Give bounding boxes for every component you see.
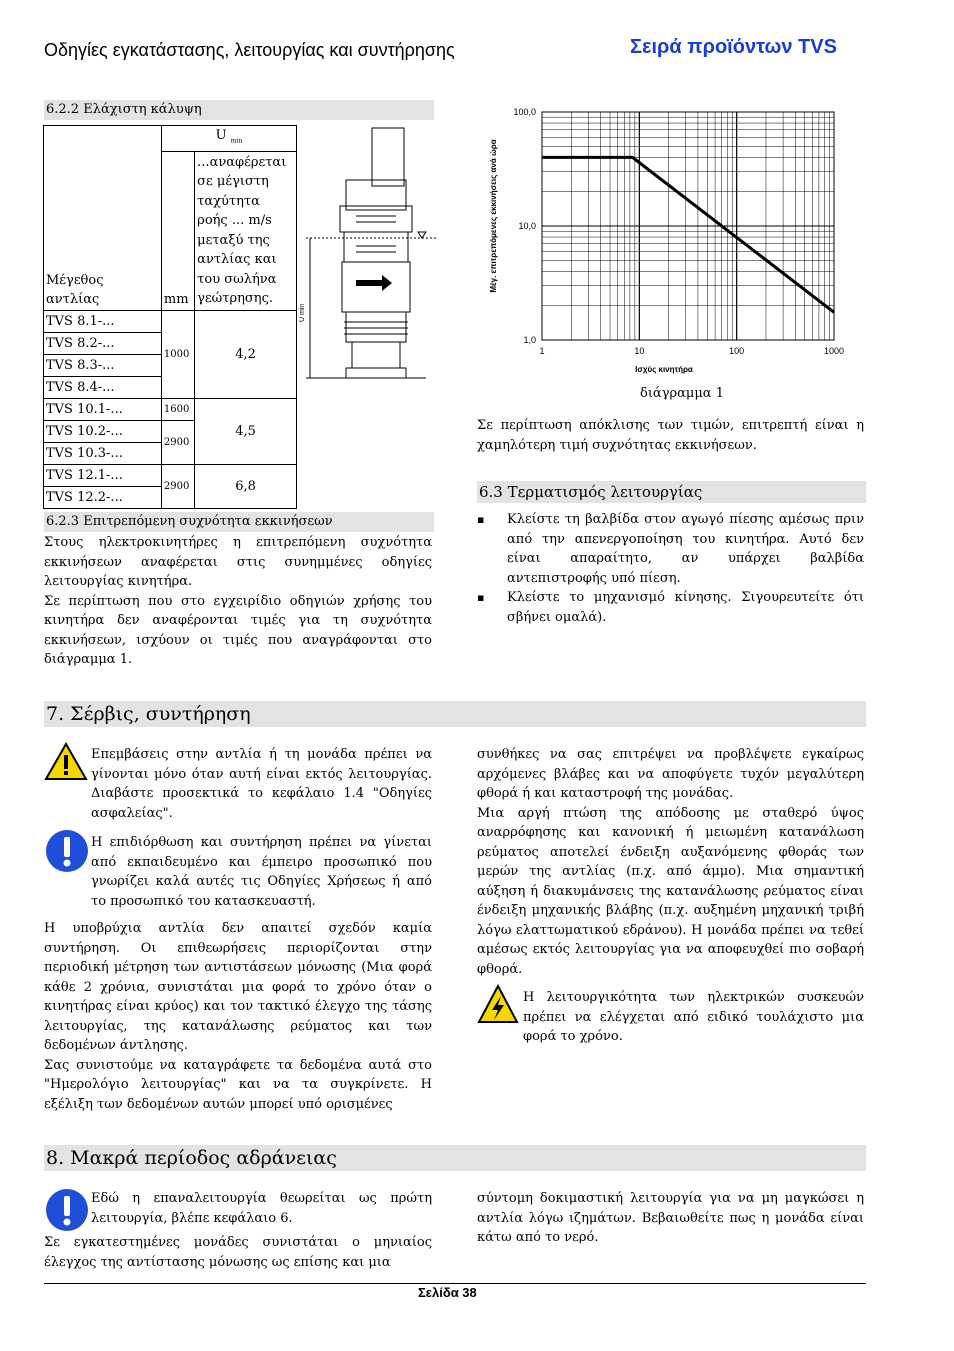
list-item: ▪ Κλείστε το μηχανισμό κίνησης. Σιγουρευτείτε ότι σβήνει ομαλά). <box>477 588 864 627</box>
g2-mm-b: 2900 <box>161 420 194 464</box>
x-tick-label: 1000 <box>823 346 845 356</box>
x-tick-label: 1 <box>539 346 545 356</box>
note-text: Η επιδιόρθωση και συντήρηση πρέπει να γίνεται από εκπαιδευμένο και έμπειρο προσωπικό που γνωρίζει καλά αυτές τις Οδηγίες Χρήσεως ή από το προσωπικό του κατασκευαστή. <box>91 835 432 909</box>
section-7-left-body <box>44 919 432 1114</box>
table-row: TVS 8.4-... <box>44 376 162 398</box>
g2-value: 4,5 <box>195 398 297 464</box>
y-tick-label: 100,0 <box>513 107 536 117</box>
g3-mm: 2900 <box>161 464 194 508</box>
info-note-icon <box>45 829 89 873</box>
table-row: TVS 10.2-... <box>44 420 162 442</box>
u-sub: min <box>230 137 243 145</box>
chart-xlabel: Ισχύς κινητήρα <box>635 365 693 374</box>
table-row: TVS 8.2-... <box>44 332 162 354</box>
section-8-title: 8. Μακρά περίοδος αδράνειας <box>44 1145 866 1171</box>
g1-mm: 1000 <box>161 310 194 398</box>
warning-text: Επεμβάσεις στην αντλία ή τη μονάδα πρέπει να γίνονται μόνο όταν αυτή είναι εκτός λειτουργίας. Διαβάστε προσεκτικά το κεφάλαιο 1.4 "Οδηγίες ασφαλείας". <box>91 747 432 821</box>
table-row: TVS 10.1-... <box>44 398 162 420</box>
section-7-p2: Σας συνιστούμε να καταγράφετε τα δεδομένα αυτά στο "Ημερολόγιο λειτουργίας" και να τα συγκρίνετε. Η εξέλιξη των δεδομένων αυτών μπορεί υπό ορισμένες <box>44 1057 432 1112</box>
electric-warning-text: Η λειτουργικότητα των ηλεκτρικών συσκευών πρέπει να ελέγχεται από ειδικό τουλάχιστο μια φορά το χρόνο. <box>523 990 864 1044</box>
section-7-title: 7. Σέρβις, συντήρηση <box>44 701 866 727</box>
section-63-body <box>477 510 864 627</box>
section-8-note: Εδώ η επαναλειτουργία θεωρείται ως πρώτη λειτουργία, βλέπε κεφάλαιο 6. <box>91 1191 432 1226</box>
section-623-body <box>44 533 432 670</box>
starts-chart <box>486 103 856 383</box>
section-622-title: 6.2.2 Ελάχιστη κάλυψη <box>44 100 434 120</box>
y-tick-label: 1,0 <box>523 335 536 345</box>
warning-icon <box>44 742 88 782</box>
chart-ylabel: Μέγ. επιτρεπόμενες εκκινήσεις ανά ώρα <box>489 139 498 293</box>
col-mm: mm <box>161 151 194 310</box>
u-min-header <box>161 126 296 152</box>
product-series-title: Σειρά προϊόντων TVS <box>630 36 837 58</box>
u-min-figure-label: U min <box>299 303 306 322</box>
section-8-p1: Σε εγκατεστημένες μονάδες συνιστάται ο μηνιαίος έλεγχος της αντίστασης μόνωσης ως επίσης και μια <box>44 1235 432 1270</box>
chart-grid <box>542 112 834 340</box>
pump-pipe <box>372 128 404 186</box>
section-7-p4: Μια αργή πτώση της απόδοσης με σταθερό ύψος αναρρόφησης και κανονική ή μειωμένη κατανάλωση ρεύματος αποτελεί ένδειξη αυξανόμενης φθοράς των μερών της αντλίας (π.χ. από άμμο). Μια σημαντική αύξηση ή διακυμάνσεις της κατανάλωσης ρεύματος είναι ένδειξη μηχανικής βλάβης (π.χ. αυξημένη μηχανική τριβή λόγω ελαττωματικού εδράνου). Η μονάδα πρέπει να τεθεί αμέσως εκτός λειτουργίας για να αποφευχθεί πιο σοβαρή φθορά. <box>477 805 864 977</box>
electric-hazard-icon <box>477 984 519 1026</box>
g1-value: 4,2 <box>195 310 297 398</box>
section-7-p1: Η υποβρύχια αντλία δεν απαιτεί σχεδόν καμία συντήρηση. Οι επιθεωρήσεις περιορίζονται στην περιοδική μέτρηση των αντιστάσεων μόνωσης (Μια φορά κάθε 2 χρόνια, συνιστάται μια φορά το χρόνο όταν ο κινητήρας είναι κρύος) και τον τακτικό έλεγχο της τάσης λειτουργίας, της κατανάλωσης ρεύματος και των δεδομένων άντλησης. <box>44 921 432 1053</box>
y-tick-label: 10,0 <box>518 221 536 231</box>
x-tick-label: 100 <box>729 346 745 356</box>
section-63-title: 6.3 Τερματισμός λειτουργίας <box>477 481 866 503</box>
u-label: U <box>215 128 227 143</box>
pump-body <box>342 262 410 312</box>
chart-series-line <box>542 157 834 312</box>
section-623-title: 6.2.3 Επιτρεπόμενη συχνότητα εκκινήσεων <box>44 512 434 532</box>
table-row: TVS 10.3-... <box>44 442 162 464</box>
section-623-p2: Σε περίπτωση που στο εγχειρίδιο οδηγιών χρήσης του κινητήρα δεν αναφέρονται τιμές για τη συχνότητα εκκινήσεων, ισχύουν οι τιμές που αναγράφονται στο διάγραμμα 1. <box>44 593 432 667</box>
table-row: TVS 12.1-... <box>44 464 162 486</box>
chart-note: Σε περίπτωση απόκλισης των τιμών, επιτρεπτή είναι η χαμηλότερη τιμή συχνότητας εκκινήσεων. <box>477 418 864 453</box>
table-row: TVS 8.1-... <box>44 310 162 332</box>
section-623-p1: Στους ηλεκτροκινητήρες η επιτρεπόμενη συχνότητα εκκινήσεων αναφέρεται στις συνημμένες οδηγίες λειτουργίας κινητήρα. <box>44 535 432 589</box>
section-8-p2: σύντομη δοκιμαστική λειτουργία για να μη μαγκώσει η αντλία λόγω ιζημάτων. Βεβαιωθείτε πως η μονάδα είναι κάτω από το νερό. <box>477 1191 864 1245</box>
table-row: TVS 8.3-... <box>44 354 162 376</box>
col-description: ...αναφέρεται σε μέγιστη ταχύτητα ροής ... m/s μεταξύ της αντλίας και του σωλήνα γεώτρησης. <box>195 151 297 310</box>
info-note-icon <box>45 1188 89 1232</box>
table-row: TVS 12.2-... <box>44 486 162 508</box>
page-number: Σελίδα 38 <box>418 1285 477 1300</box>
g2-mm-a: 1600 <box>161 398 194 420</box>
flow-arrow-icon <box>356 275 392 291</box>
chart-caption: διάγραμμα 1 <box>640 386 724 401</box>
section-7-p3: συνθήκες να σας επιτρέψει να προβλέψετε εγκαίρως αρχόμενες βλάβες και να αποφύγετε τυχόν μεγαλύτερη φθορά ή και καταστροφή της μονάδας. <box>477 747 864 801</box>
col-pump-size: Μέγεθος αντλίας <box>44 126 162 311</box>
g3-value: 6,8 <box>195 464 297 508</box>
document-title: Οδηγίες εγκατάστασης, λειτουργίας και συντήρησης <box>44 40 455 60</box>
x-tick-label: 10 <box>634 346 645 356</box>
section-7-right-body <box>477 745 864 979</box>
min-coverage-table <box>43 125 297 509</box>
pump-installation-figure <box>296 122 446 390</box>
list-item: ▪ Κλείστε τη βαλβίδα στον αγωγό πίεσης αμέσως πριν από την απενεργοποίηση του κινητήρα. Αυτό δεν είναι απαραίτητο, αν υπάρχει βαλβίδα αντεπιστροφής υπό πίεση. <box>477 510 864 588</box>
footer-divider <box>44 1283 866 1284</box>
